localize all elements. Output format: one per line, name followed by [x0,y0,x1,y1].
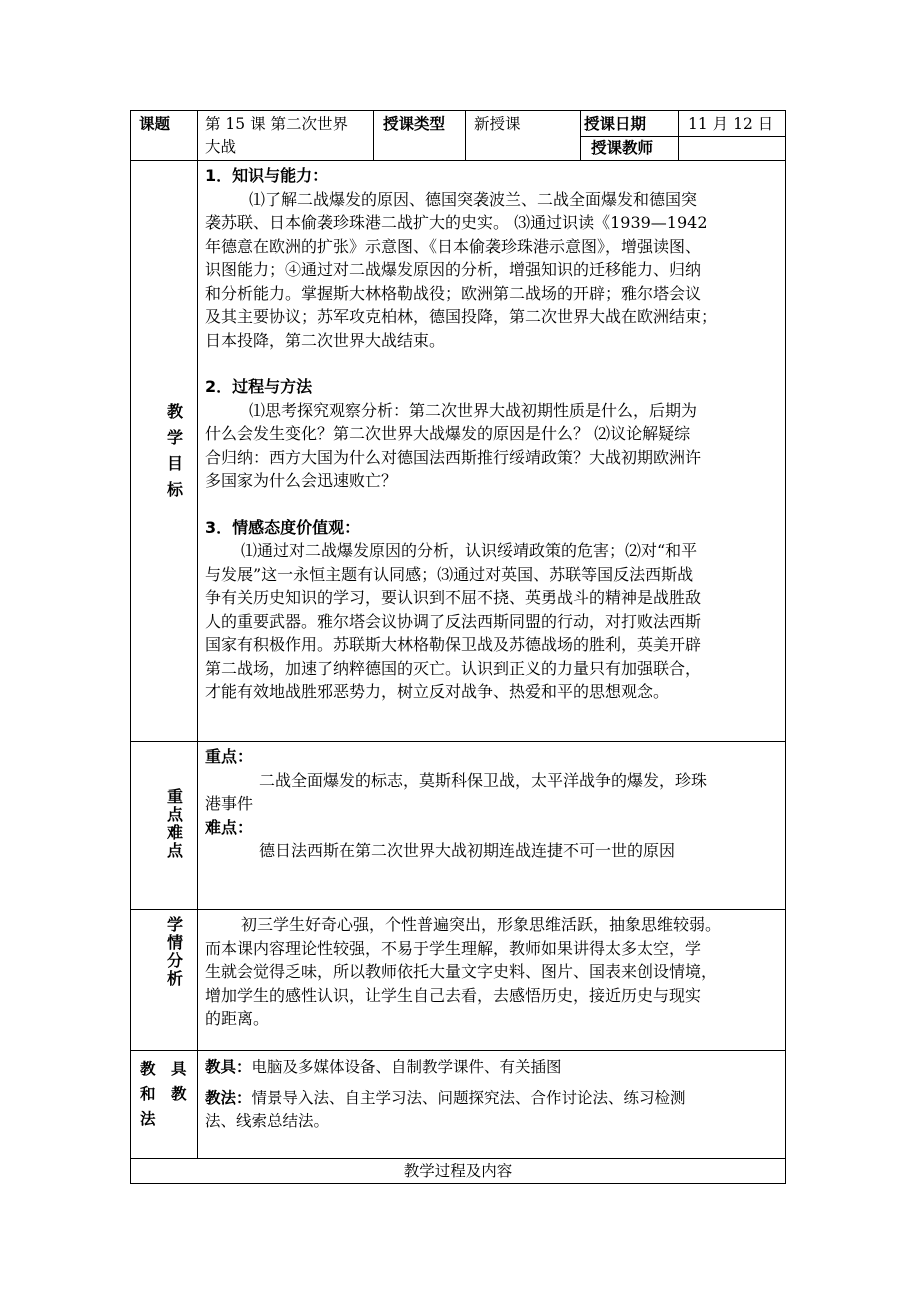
analysis-line: 而本课内容理论性较强，不易于学生理解，教师如果讲得太多太空，学 [205,938,702,958]
tools-label-line3: 法 [140,1110,156,1128]
objective-line: 合归纳：西方大国为什么对德国法西斯推行绥靖政策？大战初期欧洲许 [205,447,702,467]
objective-line: 日本投降，第二次世界大战结束。 [205,330,446,350]
objectives-content [205,164,780,704]
objective-line: 及其主要协议；苏军攻克柏林，德国投降，第二次世界大战在欧洲结束； [205,307,718,326]
objective-line: 第二战场，加速了纳粹德国的灭亡。认识到正义的力量只有加强联合， [205,658,702,678]
objective-line: 什么会发生变化？第二次世界大战爆发的原因是什么？ ⑵议论解疑综 [205,424,691,443]
methods-text: 情景导入法、自主学习法、问题探究法、合作讨论法、练习检测 [251,1089,686,1107]
key-line: 港事件 [205,794,254,813]
lesson-title-line1: 第 15 课 第二次世界 [205,115,349,133]
type-value: 新授课 [474,115,521,133]
tools-line [205,1056,562,1080]
lesson-title-line2: 大战 [205,138,237,156]
methods-line [205,1087,686,1111]
analysis-line: 增加学生的感性认识，让学生自己去看，去感悟历史，接近历史与现实 [205,985,702,1005]
keypoints-label: 重 点 难 点 [166,787,183,860]
objective-line: 争有关历史知识的学习，要认识到不屈不挠、英勇战斗的精神是战胜敌 [205,588,702,607]
key-title: 重点： [205,747,254,766]
objective-line: ⑴思考探究观察分析：第二次世界大战初期性质是什么，后期为 [249,400,698,420]
analysis-line: 初三学生好奇心强，个性普遍突出，形象思维活跃，抽象思维较弱。 [241,915,722,934]
methods-title: 教法： [205,1089,252,1107]
objective-line: 才能有效地战胜邪恶势力，树立反对战争、热爱和平的思想观念。 [205,682,670,701]
process-title: 教学过程及内容 [403,1162,513,1180]
objective-line: 和分析能力。掌握斯大林格勒战役；欧洲第二战场的开辟；雅尔塔会议 [205,283,702,303]
tools-text: 电脑及多媒体设备、自制教学课件、有关插图 [251,1058,562,1076]
date-label: 授课日期 [584,115,647,133]
analysis-line: 生就会觉得乏味，所以教师依托大量文字史料、图片、国表来创设情境， [205,962,718,981]
objectives-label: 教 学 目 标 [166,402,183,499]
section-knowledge-title: 1．知识与能力： [205,166,329,185]
objective-line: 识图能力；④通过对二战爆发原因的分析，增强知识的迁移能力、归纳 [205,260,702,279]
objective-line: 袭苏联、日本偷袭珍珠港二战扩大的史实。 ⑶通过识读《1939—1942 [205,213,708,232]
section-values-title: 3．情感态度价值观： [205,517,361,537]
tools-label-line2: 和 教 [140,1085,187,1103]
objective-line: ⑴通过对二战爆发原因的分析，认识绥靖政策的危害；⑵对“和平 [241,541,698,560]
methods-line2: 法、线索总结法。 [205,1112,330,1130]
keypoints-content [205,745,780,863]
difficulty-line: 德日法西斯在第二次世界大战初期连战连捷不可一世的原因 [259,841,676,860]
tools-label-line1: 教 具 [140,1060,187,1078]
lesson-label: 课题 [139,115,171,133]
section-process-title: 2．过程与方法 [205,377,313,396]
analysis-content [205,913,785,1031]
key-line: 二战全面爆发的标志，莫斯科保卫战，太平洋战争的爆发，珍珠 [259,770,708,790]
analysis-line: 的距离。 [205,1009,270,1028]
objective-line: 国家有积极作用。苏联斯大林格勒保卫战及苏德战场的胜利，英美开辟 [205,635,702,654]
date-value: 11 月 12 日 [688,115,774,133]
objective-line: 人的重要武器。雅尔塔会议协调了反法西斯同盟的行动，对打败法西斯 [205,611,702,631]
objective-line: ⑴了解二战爆发的原因、德国突袭波兰、二战全面爆发和德国突 [249,189,698,209]
tools-title: 教具： [205,1058,252,1076]
objective-line: 年德意在欧洲的扩张》示意图、《日本偷袭珍珠港示意图》，增强读图、 [205,236,702,256]
objective-line: 与发展”这一永恒主题有认同感；⑶通过对英国、苏联等国反法西斯战 [205,564,694,584]
difficulty-title: 难点： [205,817,254,837]
analysis-label: 学 情 分 析 [166,915,183,988]
objective-line: 多国家为什么会迅速败亡？ [205,471,398,490]
type-label: 授课类型 [383,115,446,133]
teacher-label: 授课教师 [591,139,654,157]
